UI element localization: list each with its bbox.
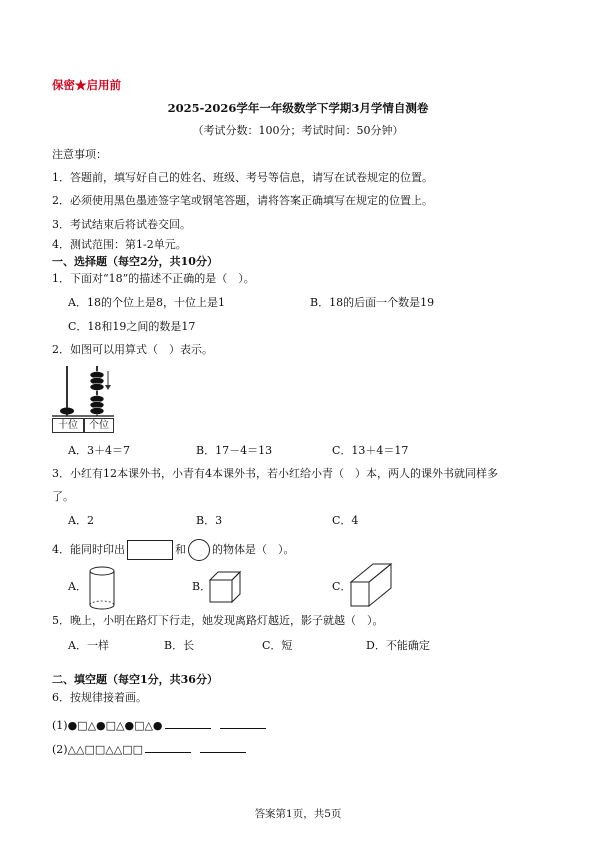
q5-stem: 5．晚上，小明在路灯下行走，她发现离路灯越近，影子就越（ ）。: [52, 614, 384, 627]
q4-option-b[interactable]: B．: [192, 580, 212, 593]
q6-row1-pattern: (1)●□△●□△●□△●: [52, 719, 163, 732]
q5-option-b[interactable]: B．长: [164, 639, 195, 652]
q4-option-a[interactable]: A．: [68, 580, 87, 593]
rectangle-icon: [127, 540, 173, 560]
q3-option-a[interactable]: A．2: [68, 514, 94, 527]
q2-option-c[interactable]: C．13＋4＝17: [332, 444, 409, 457]
page-footer: 答案第1页，共5页: [254, 808, 342, 820]
q1-option-b[interactable]: B．18的后面一个数是19: [310, 296, 435, 309]
exam-subtitle: （考试分数：100分；考试时间：50分钟）: [192, 124, 404, 137]
cuboid-icon: [349, 562, 395, 610]
q2-option-a[interactable]: A．3＋4＝7: [68, 444, 130, 457]
note-item: 4．测试范围：第1-2单元。: [52, 238, 187, 251]
q4-stem-part3: 的物体是（ ）。: [212, 543, 295, 556]
note-item: 3．考试结束后将试卷交回。: [52, 218, 191, 231]
q6-row2-pattern: (2)△△□□△△□□: [52, 743, 143, 756]
confidential-badge: 保密★启用前: [52, 78, 121, 92]
notes-heading: 注意事项：: [52, 148, 107, 161]
q2-option-b[interactable]: B．17－4＝13: [196, 444, 273, 457]
q3-stem-line2: 了。: [52, 490, 74, 503]
answer-blank[interactable]: [220, 717, 266, 729]
cylinder-icon: [88, 566, 118, 612]
q1-stem: 1．下面对“18”的描述不正确的是（ ）。: [52, 272, 255, 285]
q5-option-c[interactable]: C．短: [262, 639, 293, 652]
page-title: 2025-2026学年一年级数学下学期3月学情自测卷: [167, 101, 429, 115]
answer-blank[interactable]: [200, 741, 246, 753]
q1-option-c[interactable]: C．18和19之间的数是17: [68, 320, 196, 333]
q5-option-d[interactable]: D．不能确定: [366, 639, 430, 652]
q5-option-a[interactable]: A．一样: [68, 639, 109, 652]
note-item: 2．必须使用黑色墨迹签字笔或钢笔答题，请将答案正确填写在规定的位置上。: [52, 194, 433, 207]
q4-option-c[interactable]: C．: [332, 580, 352, 593]
section2-heading: 二、填空题（每空1分，共36分）: [52, 673, 218, 686]
note-item: 1．答题前，填写好自己的姓名、班级、考号等信息，请写在试卷规定的位置。: [52, 171, 433, 184]
abacus-label-tens: 十位: [52, 418, 84, 433]
q3-option-c[interactable]: C．4: [332, 514, 359, 527]
q1-option-a[interactable]: A．18的个位上是8，十位上是1: [68, 296, 225, 309]
q4-stem: [52, 539, 295, 561]
q4-stem-part2: 和: [175, 543, 186, 556]
q6-stem: 6．按规律接着画。: [52, 691, 147, 704]
answer-blank[interactable]: [145, 741, 191, 753]
circle-icon: [188, 539, 210, 561]
q3-option-b[interactable]: B．3: [196, 514, 223, 527]
abacus-label-ones: 个位: [84, 418, 114, 433]
q6-row1: [52, 717, 266, 733]
q2-stem: 2．如图可以用算式（ ）表示。: [52, 343, 213, 356]
q6-row2: [52, 741, 246, 757]
answer-blank[interactable]: [165, 717, 211, 729]
q4-stem-part1: 4．能同时印出: [52, 543, 125, 556]
section1-heading: 一、选择题（每空2分，共10分）: [52, 255, 218, 268]
cube-icon: [208, 570, 244, 606]
q3-stem-line1: 3．小红有12本课外书，小青有4本课外书，若小红给小青（ ）本，两人的课外书就同样多: [52, 467, 498, 480]
